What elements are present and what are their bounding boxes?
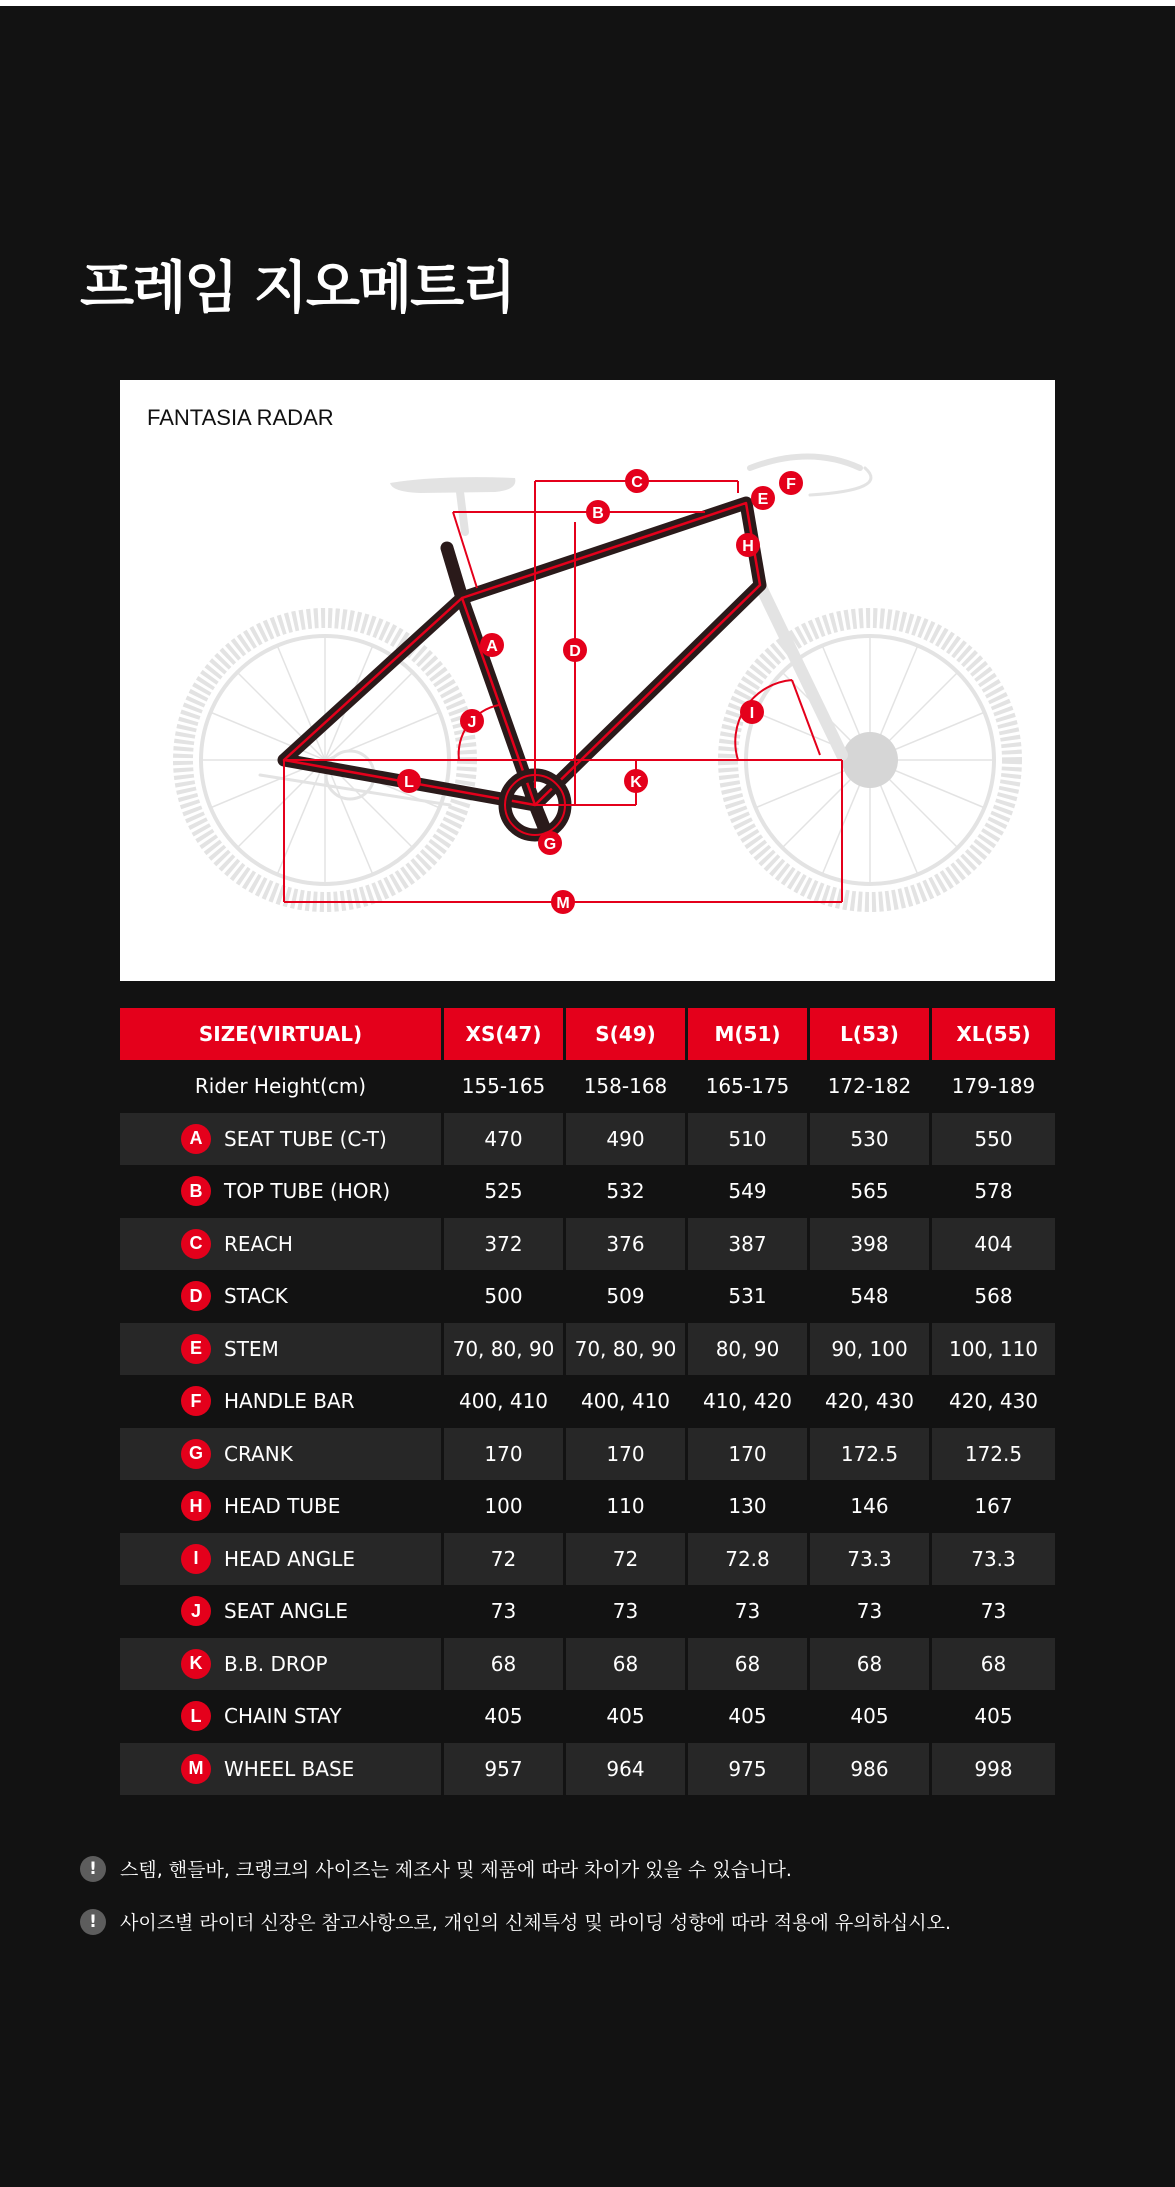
- table-cell: 68: [932, 1638, 1055, 1691]
- table-cell: 170: [688, 1428, 810, 1481]
- row-label-text: REACH: [224, 1231, 293, 1256]
- table-cell: 179-189: [951, 1074, 1036, 1099]
- table-cell: 73: [980, 1599, 1007, 1624]
- table-cell: 73: [444, 1585, 566, 1638]
- table-cell: 100, 110: [932, 1323, 1055, 1376]
- table-cell: 998: [932, 1743, 1055, 1796]
- svg-text:C: C: [631, 474, 643, 491]
- marker-F: [779, 471, 803, 495]
- table-cell: 73: [566, 1585, 688, 1638]
- table-cell: 130: [688, 1480, 810, 1533]
- note-item: [80, 1855, 951, 1882]
- table-cell: 70, 80, 90: [566, 1323, 688, 1376]
- row-label-text: TOP TUBE (HOR): [224, 1179, 391, 1204]
- table-row: [120, 1060, 1055, 1113]
- table-cell: 400, 410: [566, 1375, 688, 1428]
- row-label: [120, 1270, 444, 1323]
- page-title: 프레임 지오메트리: [80, 256, 515, 321]
- letter-badge: F: [181, 1386, 211, 1416]
- table-row: [120, 1375, 1055, 1428]
- header-l: L(53): [810, 1008, 932, 1060]
- table-cell: 68: [566, 1638, 688, 1691]
- table-cell: 578: [974, 1179, 1013, 1204]
- row-label-text: Rider Height(cm): [194, 1074, 367, 1099]
- table-cell: 530: [810, 1113, 932, 1166]
- table-cell: 73.3: [932, 1533, 1055, 1586]
- letter-badge: K: [181, 1649, 211, 1679]
- table-cell: 158-168: [566, 1060, 688, 1113]
- table-row: [120, 1323, 1055, 1376]
- table-cell: 68: [688, 1638, 810, 1691]
- table-cell: 387: [688, 1218, 810, 1271]
- table-header-row: [120, 1008, 1055, 1060]
- svg-text:D: D: [569, 643, 581, 660]
- exclamation-icon: !: [80, 1856, 106, 1882]
- letter-badge: I: [181, 1544, 211, 1574]
- table-cell: 420, 430: [948, 1389, 1039, 1414]
- table-cell: 372: [444, 1218, 566, 1271]
- marker-B: [586, 500, 610, 524]
- row-label: [120, 1113, 444, 1166]
- table-cell: 170: [566, 1428, 688, 1481]
- table-row: [120, 1113, 1055, 1166]
- svg-text:L: L: [404, 774, 414, 791]
- header-size: SIZE(VIRTUAL): [120, 1008, 444, 1060]
- letter-badge: G: [181, 1439, 211, 1469]
- marker-E: [751, 486, 775, 510]
- letter-badge: J: [181, 1596, 211, 1626]
- row-label: [120, 1638, 444, 1691]
- table-cell: 532: [566, 1165, 688, 1218]
- svg-text:I: I: [749, 705, 755, 722]
- table-cell: 410, 420: [688, 1375, 810, 1428]
- table-row: [120, 1743, 1055, 1796]
- table-cell: 68: [444, 1638, 566, 1691]
- row-label-text: STEM: [224, 1336, 279, 1361]
- note-text: 사이즈별 라이더 신장은 참고사항으로, 개인의 신체특성 및 라이딩 성향에 따라 적용에 유의하십시오.: [120, 1912, 952, 1934]
- row-label: [120, 1480, 444, 1533]
- marker-D: [563, 638, 587, 662]
- table-cell: 72.8: [688, 1533, 810, 1586]
- svg-text:J: J: [467, 714, 477, 731]
- table-cell: 73: [688, 1585, 810, 1638]
- row-label: [120, 1690, 444, 1743]
- marker-G: [538, 831, 562, 855]
- svg-text:M: M: [556, 895, 570, 912]
- header-xl: XL(55): [932, 1008, 1055, 1060]
- letter-badge: D: [181, 1281, 211, 1311]
- row-label-text: CRANK: [224, 1441, 293, 1466]
- table-cell: 531: [688, 1270, 810, 1323]
- table-cell: 400, 410: [444, 1375, 566, 1428]
- table-cell: 405: [566, 1690, 688, 1743]
- letter-badge: C: [181, 1229, 211, 1259]
- table-cell: 510: [688, 1113, 810, 1166]
- table-cell: 90, 100: [810, 1323, 932, 1376]
- table-cell: 172-182: [810, 1060, 932, 1113]
- row-label-text: STACK: [224, 1284, 288, 1309]
- table-cell: 172.5: [810, 1428, 932, 1481]
- marker-M: [551, 890, 575, 914]
- notes: [80, 1855, 951, 1961]
- table-cell: 100: [444, 1480, 566, 1533]
- row-label: [120, 1533, 444, 1586]
- row-label: [120, 1428, 444, 1481]
- table-cell: 398: [810, 1218, 932, 1271]
- table-cell: 73: [810, 1585, 932, 1638]
- table-cell: 172.5: [932, 1428, 1055, 1481]
- table-cell: 167: [974, 1494, 1013, 1519]
- table-cell: 73.3: [810, 1533, 932, 1586]
- header-m: M(51): [688, 1008, 810, 1060]
- letter-badge: A: [181, 1124, 211, 1154]
- table-cell: 986: [810, 1743, 932, 1796]
- svg-text:A: A: [486, 638, 498, 655]
- table-cell: 405: [974, 1704, 1013, 1729]
- table-row: [120, 1638, 1055, 1691]
- table-cell: 509: [566, 1270, 688, 1323]
- table-cell: 568: [974, 1284, 1013, 1309]
- table-cell: 565: [810, 1165, 932, 1218]
- marker-K: [624, 769, 648, 793]
- table-cell: 146: [810, 1480, 932, 1533]
- svg-text:B: B: [592, 505, 604, 522]
- table-cell: 405: [688, 1690, 810, 1743]
- table-row: [120, 1533, 1055, 1586]
- marker-A: [480, 633, 504, 657]
- table-cell: 975: [688, 1743, 810, 1796]
- table-cell: 957: [444, 1743, 566, 1796]
- table-row: [120, 1585, 1055, 1638]
- table-cell: 420, 430: [810, 1375, 932, 1428]
- svg-text:K: K: [630, 774, 642, 791]
- row-label-text: SEAT TUBE (C-T): [224, 1126, 387, 1151]
- table-row: [120, 1690, 1055, 1743]
- row-label-text: HANDLE BAR: [224, 1389, 355, 1414]
- table-cell: 548: [810, 1270, 932, 1323]
- svg-text:F: F: [786, 476, 796, 493]
- table-row: [120, 1480, 1055, 1533]
- table-cell: 165-175: [688, 1060, 810, 1113]
- table-cell: 155-165: [444, 1060, 566, 1113]
- letter-badge: B: [181, 1176, 211, 1206]
- row-label: [120, 1323, 444, 1376]
- table-row: [120, 1165, 1055, 1218]
- row-label: [120, 1060, 444, 1113]
- table-cell: 68: [810, 1638, 932, 1691]
- svg-text:H: H: [742, 538, 754, 555]
- row-label-text: CHAIN STAY: [224, 1704, 342, 1729]
- table-cell: 550: [932, 1113, 1055, 1166]
- table-cell: 525: [444, 1165, 566, 1218]
- letter-badge: H: [181, 1491, 211, 1521]
- row-label: [120, 1585, 444, 1638]
- row-label: [120, 1218, 444, 1271]
- table-cell: 404: [932, 1218, 1055, 1271]
- marker-C: [625, 469, 649, 493]
- table-row: [120, 1428, 1055, 1481]
- row-label-text: B.B. DROP: [224, 1651, 328, 1676]
- table-cell: 80, 90: [688, 1323, 810, 1376]
- table-cell: 72: [566, 1533, 688, 1586]
- geometry-diagram: [120, 380, 1055, 981]
- svg-text:E: E: [757, 491, 769, 508]
- marker-L: [397, 769, 421, 793]
- row-label-text: SEAT ANGLE: [224, 1599, 348, 1624]
- row-label: [120, 1743, 444, 1796]
- bike-frame-illustration: [120, 380, 1055, 981]
- table-row: [120, 1270, 1055, 1323]
- marker-H: [736, 533, 760, 557]
- row-label: [120, 1165, 444, 1218]
- table-cell: 405: [810, 1690, 932, 1743]
- table-cell: 70, 80, 90: [444, 1323, 566, 1376]
- table-cell: 470: [444, 1113, 566, 1166]
- note-item: [80, 1908, 951, 1935]
- letter-badge: M: [181, 1754, 211, 1784]
- geometry-table: [120, 1008, 1055, 1795]
- row-label-text: WHEEL BASE: [224, 1756, 355, 1781]
- table-row: [120, 1218, 1055, 1271]
- model-name: FANTASIA RADAR: [147, 405, 334, 430]
- table-cell: 490: [566, 1113, 688, 1166]
- svg-text:G: G: [543, 836, 557, 853]
- marker-J: [460, 709, 484, 733]
- table-cell: 170: [444, 1428, 566, 1481]
- table-cell: 72: [444, 1533, 566, 1586]
- letter-badge: L: [181, 1701, 211, 1731]
- header-s: S(49): [566, 1008, 688, 1060]
- row-label-text: HEAD ANGLE: [224, 1546, 356, 1571]
- table-cell: 549: [688, 1165, 810, 1218]
- table-cell: 500: [444, 1270, 566, 1323]
- top-border: [0, 0, 1175, 6]
- table-cell: 376: [566, 1218, 688, 1271]
- table-cell: 110: [566, 1480, 688, 1533]
- row-label-text: HEAD TUBE: [224, 1494, 341, 1519]
- table-cell: 964: [566, 1743, 688, 1796]
- note-text: 스템, 핸들바, 크랭크의 사이즈는 제조사 및 제품에 따라 차이가 있을 수 있습니다.: [120, 1859, 792, 1881]
- ghost-parts: [260, 457, 871, 806]
- exclamation-icon: !: [80, 1909, 106, 1935]
- row-label: [120, 1375, 444, 1428]
- header-xs: XS(47): [444, 1008, 566, 1060]
- letter-badge: E: [181, 1334, 211, 1364]
- table-cell: 405: [444, 1690, 566, 1743]
- marker-I: [740, 700, 764, 724]
